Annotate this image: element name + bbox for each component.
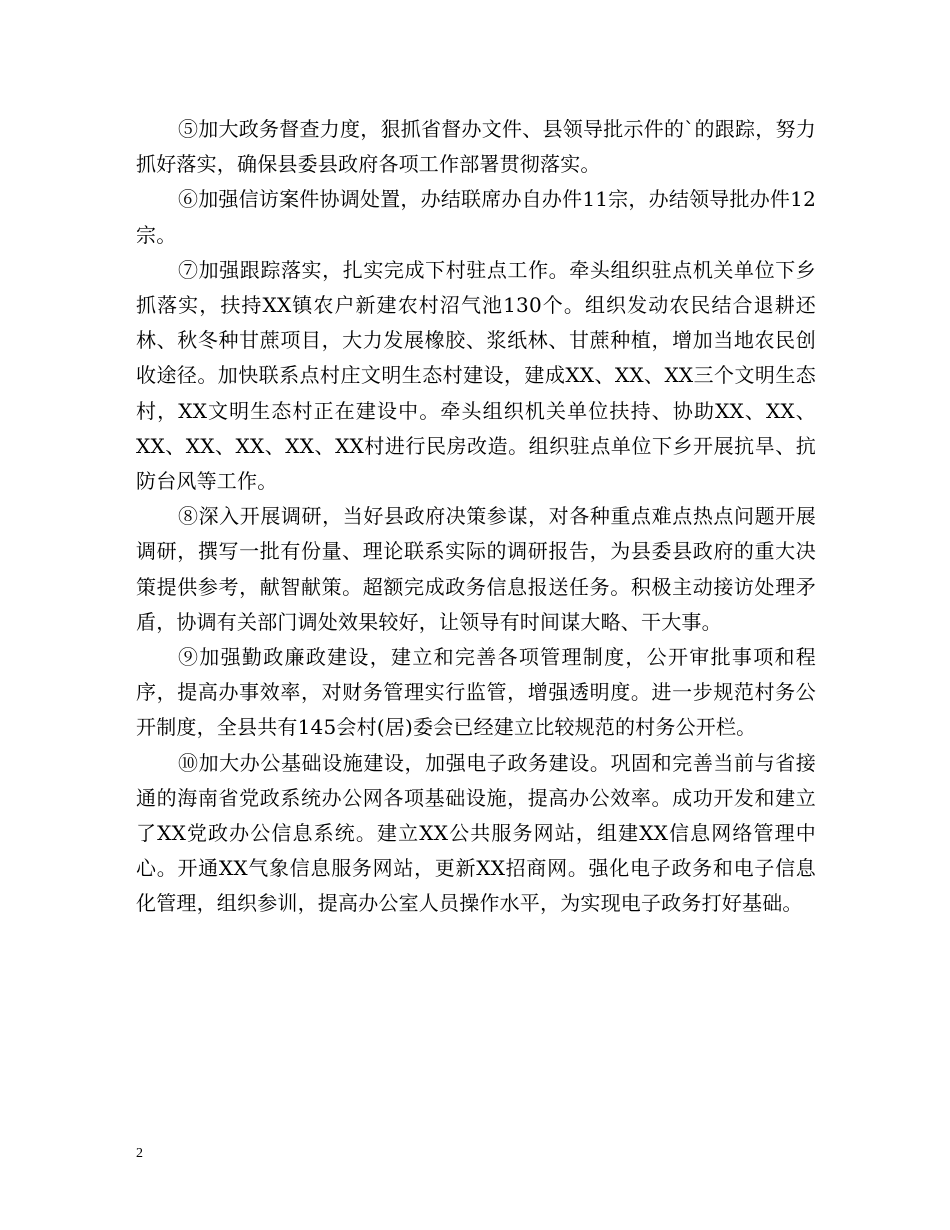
paragraph-item-7: ⑦加强跟踪落实，扎实完成下村驻点工作。牵头组织驻点机关单位下乡抓落实，扶持XX镇农户新建农村沼气池130个。组织发动农民结合退耕还林、秋冬种甘蔗项目，大力发展橡胶、浆纸林、甘蔗种植，增加当地农民创收途径。加快联系点村庄文明生态村建设，建成XX、XX、XX三个文明生态村，XX文明生态村正在建设中。牵头组织机关单位扶持、协助XX、XX、XX、XX、XX、XX、XX村进行民房改造。组织驻点单位下乡开展抗旱、抗防台风等工作。: [136, 257, 816, 494]
paragraph-item-9: ⑨加强勤政廉政建设，建立和完善各项管理制度，公开审批事项和程序，提高办事效率，对财务管理实行监管，增强透明度。进一步规范村务公开制度，全县共有145会村(居)委会已经建立比较规范的村务公开栏。: [136, 645, 816, 740]
page-number: 2: [136, 1146, 143, 1161]
paragraph-item-6: ⑥加强信访案件协调处置，办结联席办自办件11宗，办结领导批办件12宗。: [136, 187, 816, 247]
paragraph-item-10: ⑩加大办公基础设施建设，加强电子政务建设。巩固和完善当前与省接通的海南省党政系统办公网各项基础设施，提高办公效率。成功开发和建立了XX党政办公信息系统。建立XX公共服务网站，组建XX信息网络管理中心。开通XX气象信息服务网站，更新XX招商网。强化电子政务和电子信息化管理，组织参训，提高办公室人员操作水平，为实现电子政务打好基础。: [136, 750, 816, 916]
paragraph-item-5: ⑤加大政务督查力度，狠抓省督办文件、县领导批示件的`的跟踪，努力抓好落实，确保县委县政府各项工作部署贯彻落实。: [136, 117, 816, 177]
document-body: [136, 112, 816, 922]
paragraph-item-8: ⑧深入开展调研，当好县政府决策参谋，对各种重点难点热点问题开展调研，撰写一批有份量、理论联系实际的调研报告，为县委县政府的重大决策提供参考，献智献策。超额完成政务信息报送任务。积极主动接访处理矛盾，协调有关部门调处效果较好，让领导有时间谋大略、干大事。: [136, 504, 816, 634]
